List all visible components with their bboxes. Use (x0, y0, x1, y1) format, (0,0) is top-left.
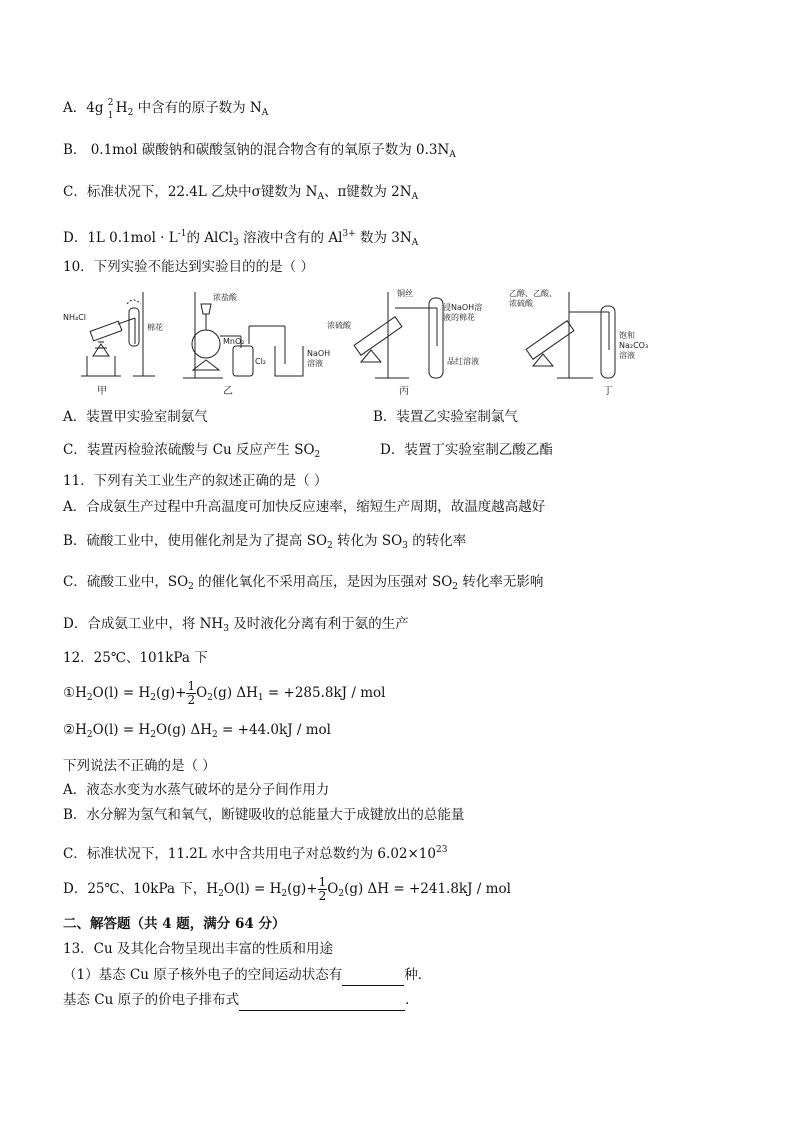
q12-d-part-e: (g) ΔH = +241.8kJ / mol (344, 881, 511, 897)
q12-d-fraction (318, 876, 328, 903)
q10-c-text: C．装置丙检验浓硫酸与 Cu 反应产生 SO (63, 442, 315, 458)
q12-d-part-c: (g)+ (287, 881, 318, 897)
label-cu-wire: 铜丝 (397, 289, 413, 298)
label-naoh-cotton-2: 液的棉花 (443, 313, 475, 322)
q9-d-sup1: -1 (177, 229, 187, 239)
q11-stem: 11．下列有关工业生产的叙述正确的是（ ） (63, 473, 328, 489)
eq2-part-d: = +44.0kJ / mol (217, 722, 331, 738)
q9-d-sub1: 3 (233, 238, 239, 248)
q11-b-sub1: 2 (327, 541, 333, 551)
q11-b-text1: B．硫酸工业中，使用催化剂是为了提高 SO (63, 533, 328, 549)
q13-p2-text2: ． (405, 992, 419, 1008)
q10-stem: 10．下列实验不能达到实验目的的是（ ） (63, 259, 314, 275)
q9-c-sub1: A (317, 192, 324, 202)
q10-option-d: D．装置丁实验室制乙酸乙酯 (380, 442, 553, 458)
q13-stem: 13．Cu 及其化合物呈现出丰富的性质和用途 (63, 941, 333, 957)
q9-c-sigma: σ (251, 184, 261, 200)
q12-d-frac-num: 1 (318, 875, 327, 889)
q10-option-c (63, 440, 320, 465)
label-naoh-cotton-1: 浸NaOH溶 (443, 303, 483, 312)
q12-d-sub1: 2 (218, 889, 224, 899)
q12-d-part-d: O (327, 881, 339, 897)
q9-a-mass-number: 2 (107, 98, 114, 108)
label-na2co3: Na₂CO₃ (619, 341, 649, 350)
q11-option-d (63, 614, 409, 639)
eq1-part-d: O (196, 685, 208, 701)
q9-a-prefix: A．4g (63, 100, 108, 116)
eq1-sub4: 1 (257, 693, 264, 703)
q13-part-1 (63, 965, 431, 986)
q9-c-sub2: A (411, 192, 419, 202)
q11-d-text2: 及时液化分离有利于氨的生产 (228, 616, 409, 632)
label-ding-reagents-1: 乙醇、乙酸、 (509, 289, 557, 298)
q12-d-part-b: O(l) = H (223, 881, 282, 897)
q10-option-b: B．装置乙实验室制氯气 (373, 409, 518, 425)
q9-d-sub2: A (411, 238, 419, 248)
label-ding-reagents-2: 浓硫酸 (509, 299, 533, 308)
q12-d-frac-den: 2 (318, 889, 327, 903)
eq1-part-e: (g) ΔH (212, 685, 258, 701)
q13-p2-text1: 基态 Cu 原子的价电子排布式 (63, 992, 240, 1008)
label-conc-hcl: 浓盐酸 (213, 293, 237, 302)
q12-d-part-a: D．25℃、10kPa 下，H (63, 881, 219, 897)
eq1-fraction (186, 680, 196, 707)
section-2-heading: 二、解答题（共 4 题，满分 64 分） (63, 916, 286, 932)
label-mno2: MnO₂ (223, 337, 245, 346)
q9-d-sup2: 3+ (342, 229, 356, 239)
q12-d-sub2: 2 (281, 889, 288, 899)
label-naoh-solution: 溶液 (307, 359, 323, 368)
q10-option-a: A．装置甲实验室制氨气 (63, 409, 208, 425)
q12-d-sub3: 2 (338, 889, 345, 899)
eq1-frac-den: 2 (187, 693, 196, 707)
q11-option-c (63, 572, 543, 597)
apparatus-bing (354, 292, 443, 378)
q11-d-sub: 3 (223, 624, 229, 634)
q13-part-2 (63, 990, 419, 1011)
eq1-sub2: 2 (150, 693, 156, 703)
eq1-sub1: 2 (86, 693, 93, 703)
q12-equation-1 (63, 680, 385, 711)
apparatus-jia (81, 292, 155, 376)
eq1-part-f: = +285.8kJ / mol (263, 685, 386, 701)
q9-c-text3: 、 (323, 184, 338, 200)
q9-a-suffix: 中含有的原子数为 N (133, 100, 262, 116)
eq1-sub3: 2 (207, 693, 213, 703)
eq2-part-a: ②H (63, 722, 87, 738)
label-nh4cl: NH₄Cl (63, 313, 87, 322)
q12-option-c (63, 840, 447, 864)
label-cotton: 棉花 (147, 323, 163, 332)
caption-ding: 丁 (603, 386, 613, 397)
q12-option-d (63, 876, 511, 907)
eq1-part-a: ①H (63, 685, 87, 701)
eq2-part-c: O(g) ΔH (155, 722, 213, 738)
eq2-part-b: O(l) = H (92, 722, 151, 738)
eq1-part-b: O(l) = H (92, 685, 151, 701)
label-saturated: 饱和 (619, 331, 635, 340)
apparatus-ding (526, 292, 615, 378)
caption-bing: 丙 (399, 386, 409, 397)
q9-d-text1: D．1L 0.1mol · L (63, 230, 178, 246)
q9-c-pi: π (337, 184, 347, 200)
caption-yi: 乙 (223, 386, 233, 397)
apparatus-yi (183, 292, 303, 378)
label-conc-h2so4: 浓硫酸 (327, 321, 351, 330)
q9-d-text3: 溶液中含有的 Al (238, 230, 343, 246)
q12-stem: 12．25℃、101kPa 下 (63, 650, 208, 666)
q12-equation-2 (63, 720, 331, 745)
q12-ask: 下列说法不正确的是（ ） (63, 758, 216, 774)
q11-b-sub2: 3 (402, 541, 408, 551)
label-na2co3-solution: 溶液 (619, 351, 635, 360)
q9-a-symbol: H (115, 100, 128, 116)
q9-d-text2: 的 AlCl (186, 230, 234, 246)
label-naoh: NaOH (307, 349, 331, 358)
q9-a-symbol-sub: 2 (127, 108, 134, 118)
q9-a-atomic-number: 1 (107, 111, 114, 121)
apparatus-diagram (63, 286, 713, 398)
q11-c-sub2: 2 (452, 582, 459, 592)
label-pinhong: 品红溶液 (447, 357, 479, 366)
eq1-frac-num: 1 (187, 679, 196, 693)
eq1-part-c: (g)+ (155, 685, 187, 701)
q12-c-sup: 23 (435, 845, 448, 855)
q9-b-text: B． 0.1mol 碳酸钠和碳酸氢钠的混合物含有的氧原子数为 0.3N (63, 142, 450, 158)
q11-b-text2: 转化为 SO (332, 533, 403, 549)
eq2-sub3: 2 (212, 730, 218, 740)
q13-p1-text1: （1）基态 Cu 原子核外电子的空间运动状态有 (63, 967, 343, 983)
q9-option-c (63, 182, 418, 207)
q9-option-b (63, 140, 456, 165)
q12-option-a: A．液态水变为水蒸气破坏的是分子间作用力 (63, 782, 330, 798)
eq2-sub2: 2 (150, 730, 156, 740)
q11-option-b (63, 531, 466, 556)
q11-c-sub1: 2 (188, 582, 194, 592)
q11-option-a: A．合成氨生产过程中升高温度可加快反应速率，缩短生产周期，故温度越高越好 (63, 499, 546, 515)
answer-blank-2[interactable] (239, 990, 405, 1011)
q9-option-a (63, 98, 268, 123)
q9-c-text1: C．标准状况下，22.4L 乙炔中 (63, 184, 252, 200)
caption-jia: 甲 (97, 386, 107, 397)
answer-blank-1[interactable] (342, 965, 404, 986)
q12-option-b: B．水分解为氢气和氧气，断键吸收的总能量大于成键放出的总能量 (63, 807, 465, 823)
q10-c-sub: 2 (314, 450, 321, 460)
q12-c-text: C．标准状况下，11.2L 水中含共用电子对总数约为 6.02×10 (63, 846, 436, 862)
q9-b-sub: A (449, 150, 456, 160)
label-cl2: Cl₂ (255, 357, 267, 366)
q11-c-text1: C．硫酸工业中，SO (63, 574, 189, 590)
q9-c-text2: 键数为 N (260, 184, 318, 200)
q11-d-text1: D．合成氨工业中，将 NH (63, 616, 224, 632)
q9-d-text4: 数为 3N (355, 230, 412, 246)
q9-a-nuclide (107, 98, 116, 121)
q11-c-text3: 转化率无影响 (458, 574, 544, 590)
q11-c-text2: 的催化氧化不采用高压，是因为压强对 SO (193, 574, 453, 590)
q9-c-text4: 键数为 2N (346, 184, 412, 200)
eq2-sub1: 2 (86, 730, 93, 740)
q9-option-d (63, 224, 418, 253)
q10-apparatus-figure (63, 286, 713, 398)
q11-b-text3: 的转化率 (407, 533, 467, 549)
q9-a-suffix-sub: A (261, 108, 269, 118)
q13-p1-text2: 种． (404, 967, 432, 983)
